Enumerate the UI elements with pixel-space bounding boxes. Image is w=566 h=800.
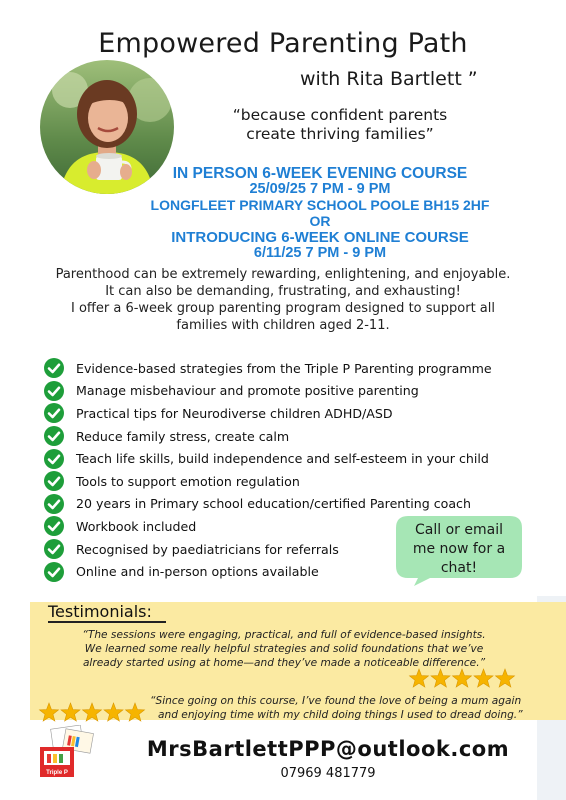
callout-line-1: Call or email: [415, 522, 503, 538]
page-title: Empowered Parenting Path: [98, 28, 468, 59]
quote1-line-2: We learned some really helpful strategies and solid foundations that we’ve: [84, 643, 484, 655]
intro-line-2: It can also be demanding, frustrating, and exhausting!: [105, 284, 461, 299]
feature-label: Evidence-based strategies from the Triple P Parenting programme: [76, 360, 492, 376]
book-label: Triple P: [46, 770, 68, 776]
check-circle-icon: [44, 516, 64, 536]
course-date-online: 6/11/25 7 PM - 9 PM: [253, 245, 387, 261]
feature-item: [44, 357, 544, 380]
tagline-line-2: create thriving families”: [246, 125, 434, 143]
check-circle-icon: [44, 449, 64, 469]
intro-line-1: Parenthood can be extremely rewarding, enlightening, and enjoyable.: [55, 267, 511, 282]
feature-label: Workbook included: [76, 518, 197, 534]
check-circle-icon: [44, 381, 64, 401]
quote2-line-1: “Since going on this course, I’ve found the love of being a mum again: [150, 695, 522, 707]
feature-item: [44, 470, 544, 493]
intro-paragraph: [20, 266, 546, 334]
triple-p-book-logo: [38, 725, 94, 779]
page-subtitle: with Rita Bartlett ”: [300, 68, 478, 90]
star-icon: [61, 703, 80, 721]
star-icon: [104, 703, 123, 721]
callout-text: [396, 521, 522, 578]
intro-line-3: I offer a 6-week group parenting program designed to support all: [71, 301, 495, 316]
tagline-line-1: “because confident parents: [232, 106, 448, 124]
testimonials-heading: Testimonials:: [48, 602, 152, 621]
star-icon: [125, 703, 144, 721]
callout-line-2: me now for a: [412, 541, 506, 557]
check-circle-icon: [44, 539, 64, 559]
star-icon: [409, 669, 428, 687]
heading-underline: [48, 621, 166, 623]
feature-label: Practical tips for Neurodiverse children ADHD/ASD: [76, 405, 393, 421]
feature-label: Reduce family stress, create calm: [76, 428, 290, 444]
star-icon: [39, 703, 58, 721]
quote1-line-1: “The sessions were engaging, practical, and full of evidence-based insights.: [82, 629, 486, 641]
contact-email[interactable]: MrsBartlettPPP@outlook.com: [146, 737, 510, 761]
intro-line-4: families with children aged 2-11.: [176, 318, 390, 333]
star-rating-2: [38, 702, 148, 724]
feature-label: Manage misbehaviour and promote positive parenting: [76, 383, 419, 399]
feature-label: 20 years in Primary school education/certified Parenting coach: [76, 496, 471, 512]
feature-item: [44, 380, 544, 403]
star-icon: [452, 669, 471, 687]
testimonial-quote-1: [34, 628, 534, 670]
star-icon: [431, 669, 450, 687]
check-circle-icon: [44, 494, 64, 514]
quote2-line-2: and enjoying time with my child doing things I used to dread doing.”: [158, 709, 523, 721]
course-type-online: INTRODUCING 6-WEEK ONLINE COURSE: [171, 229, 469, 246]
course-or: OR: [309, 213, 331, 229]
star-rating-1: [408, 668, 518, 690]
check-circle-icon: [44, 358, 64, 378]
feature-label: Online and in-person options available: [76, 564, 319, 580]
tagline: [210, 106, 470, 144]
callout-line-3: chat!: [440, 560, 478, 576]
contact-phone[interactable]: 07969 481779: [280, 766, 376, 781]
feature-item: [44, 402, 544, 425]
feature-label: Teach life skills, build independence and self-esteem in your child: [76, 451, 489, 467]
testimonial-quote-2: [150, 694, 542, 722]
feature-item: [44, 447, 544, 470]
feature-item: [44, 425, 544, 448]
feature-item: [44, 493, 544, 516]
check-circle-icon: [44, 562, 64, 582]
feature-label: Recognised by paediatricians for referrals: [76, 541, 339, 557]
quote1-line-3: already started using at home—and they’ve made a noticeable difference.”: [82, 657, 486, 669]
feature-label: Tools to support emotion regulation: [76, 473, 300, 489]
course-location: LONGFLEET PRIMARY SCHOOL POOLE BH15 2HF: [150, 197, 490, 213]
check-circle-icon: [44, 471, 64, 491]
check-circle-icon: [44, 403, 64, 423]
star-icon: [474, 669, 493, 687]
star-icon: [82, 703, 101, 721]
star-icon: [495, 669, 514, 687]
course-date-inperson: 25/09/25 7 PM - 9 PM: [249, 181, 391, 197]
course-type-inperson: IN PERSON 6-WEEK EVENING COURSE: [172, 165, 468, 182]
check-circle-icon: [44, 426, 64, 446]
